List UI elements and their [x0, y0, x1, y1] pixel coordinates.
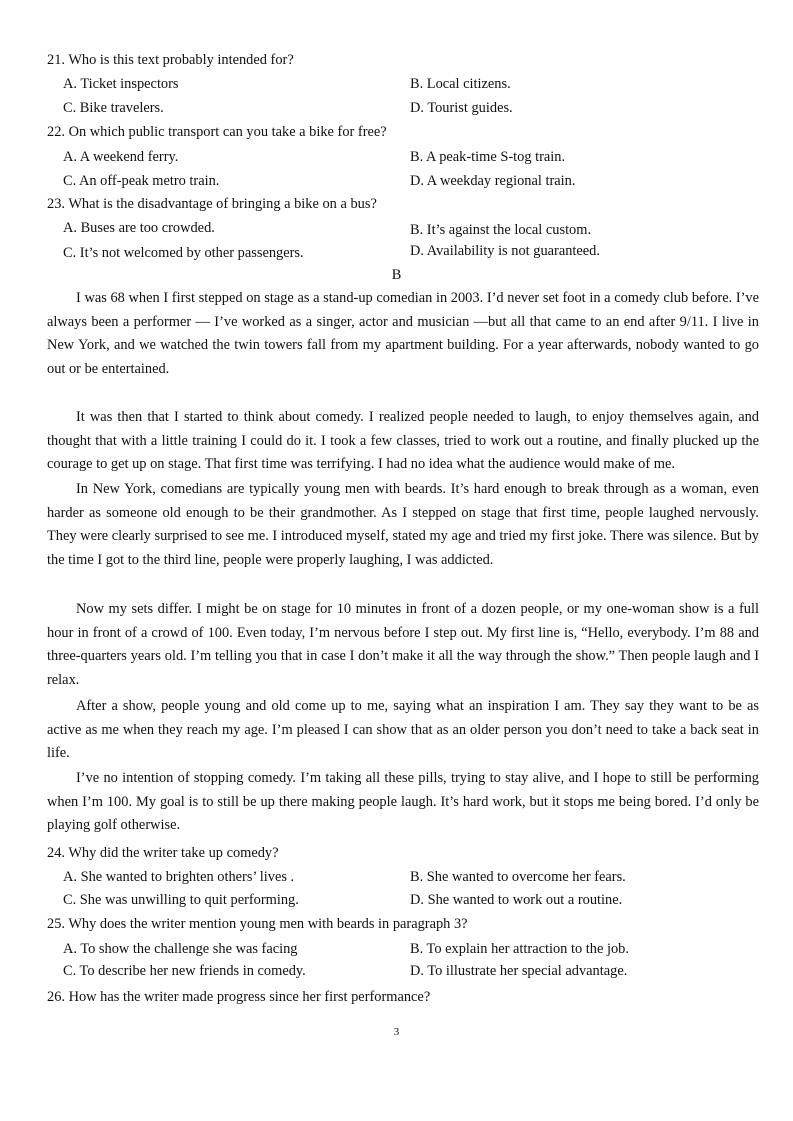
question-21-option-b: B. Local citizens.	[410, 76, 511, 92]
question-25-option-a: A. To show the challenge she was facing	[63, 941, 298, 957]
passage-paragraph-5: After a show, people young and old come up to me, saying what an inspiration I am. They say they want to be as active as me when they reach my age. I’m pleased I can show that as an older person you don’t need to take a back seat in life.	[47, 698, 759, 762]
question-22-option-d: D. A weekday regional train.	[410, 173, 576, 189]
question-25-option-d: D. To illustrate her special advantage.	[410, 963, 628, 979]
question-25-option-b: B. To explain her attraction to the job.	[410, 941, 629, 957]
question-22-stem: 22. On which public transport can you take a bike for free?	[47, 124, 387, 140]
question-21-option-a: A. Ticket inspectors	[63, 76, 179, 92]
section-title: B	[391, 267, 402, 283]
question-24-option-b: B. She wanted to overcome her fears.	[410, 869, 626, 885]
question-23-stem: 23. What is the disadvantage of bringing a bike on a bus?	[47, 196, 377, 212]
question-22-option-c: C. An off-peak metro train.	[63, 173, 220, 189]
question-25-stem: 25. Why does the writer mention young men with beards in paragraph 3?	[47, 916, 468, 932]
question-21-option-c: C. Bike travelers.	[63, 100, 164, 116]
passage-paragraph-1: I was 68 when I first stepped on stage as a stand-up comedian in 2003. I’d never set foot in a comedy club before. I’ve always been a performer — I’ve worked as a singer, actor and musician —but all that came to an end after 9/11. I live in New York, and we watched the twin towers fall from my apartment building. For a year afterwards, nobody wanted to go out or be entertained.	[47, 290, 759, 378]
question-24-option-c: C. She was unwilling to quit performing.	[63, 892, 299, 908]
question-23-option-c: C. It’s not welcomed by other passengers.	[63, 245, 304, 261]
page-number: 3	[393, 1026, 400, 1038]
question-22-option-a: A. A weekend ferry.	[63, 149, 179, 165]
passage-paragraph-2: It was then that I started to think about comedy. I realized people needed to laugh, to enjoy themselves again, and thought that with a little training I could do it. I took a few classes, tried to work out a routine, and finally plucked up the courage to get up on stage. That first time was terrifying. I had no idea what the audience would make of me.	[47, 409, 759, 473]
question-21-stem: 21. Who is this text probably intended for?	[47, 52, 294, 68]
question-22-option-b: B. A peak-time S-tog train.	[410, 149, 566, 165]
question-21-option-d: D. Tourist guides.	[410, 100, 513, 116]
question-24-stem: 24. Why did the writer take up comedy?	[47, 845, 279, 861]
passage-paragraph-6: I’ve no intention of stopping comedy. I’m taking all these pills, trying to stay alive, and I hope to still be performing when I’m 100. My goal is to still be up there making people laugh. It’s hard work, but it stops me being bored. I’d only be playing golf otherwise.	[47, 770, 759, 834]
question-23-option-a: A. Buses are too crowded.	[63, 220, 215, 236]
question-23-option-b: B. It’s against the local custom.	[410, 222, 592, 238]
question-25-option-c: C. To describe her new friends in comedy.	[63, 963, 306, 979]
passage-paragraph-3: In New York, comedians are typically young men with beards. It’s hard enough to break through as a woman, even harder as someone old enough to be their grandmother. As I stepped on stage that first time, people laughed nervously. They were clearly surprised to see me. I introduced myself, stated my age and tried my first joke. There was silence. But by the time I got to the third line, people were properly laughing, I was addicted.	[47, 481, 759, 569]
question-24-option-a: A. She wanted to brighten others’ lives .	[63, 869, 295, 885]
question-23-option-d: D. Availability is not guaranteed.	[410, 243, 600, 259]
question-24-option-d: D. She wanted to work out a routine.	[410, 892, 623, 908]
passage-paragraph-4: Now my sets differ. I might be on stage for 10 minutes in front of a dozen people, or my one-woman show is a full hour in front of a crowd of 100. Even today, I’m nervous before I step out. My first line is, “Hello, everybody. I’m 88 and three-quarters years old. I’m telling you that in case I don’t make it all the way through the show.” Then people laugh and I relax.	[47, 601, 759, 689]
question-26-stem: 26. How has the writer made progress since her first performance?	[47, 989, 431, 1005]
